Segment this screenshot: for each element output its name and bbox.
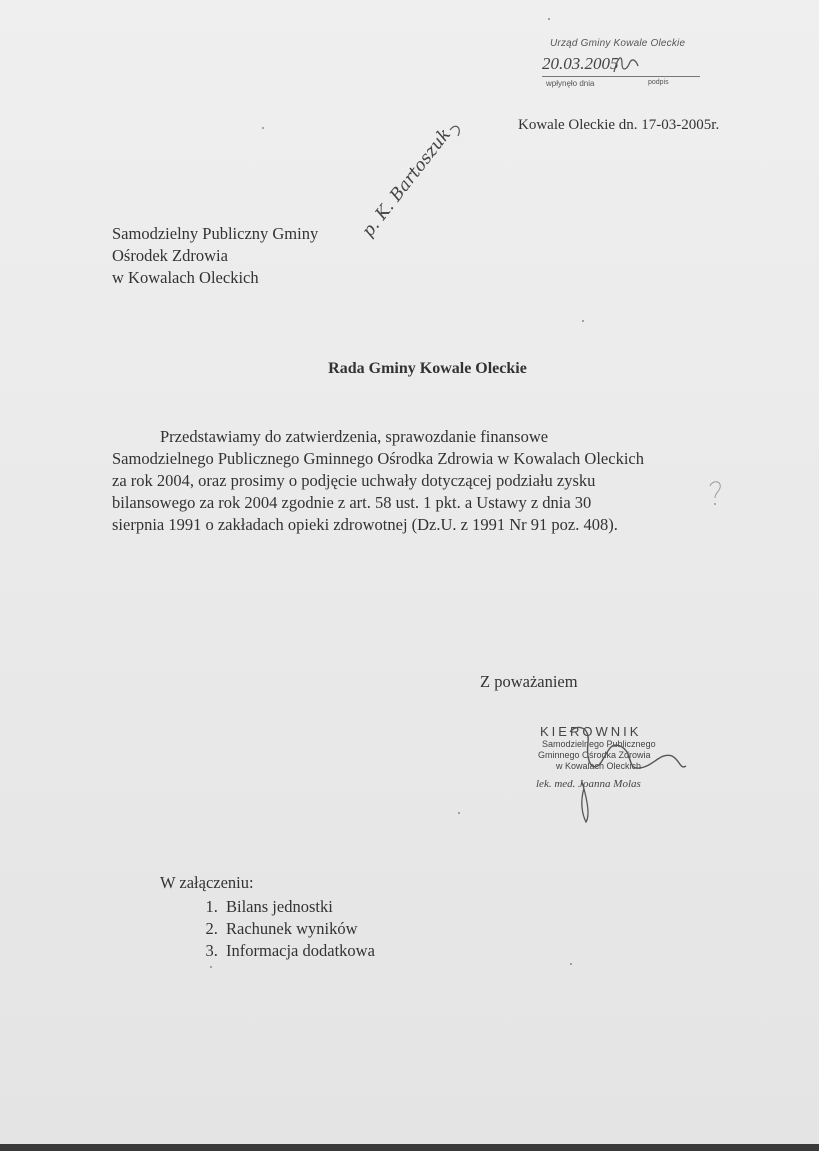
attachments-heading: W załączeniu: xyxy=(160,873,254,892)
sender-line: Ośrodek Zdrowia xyxy=(112,246,228,265)
signature-stamp-line: Samodzielnego Publicznego xyxy=(542,739,656,749)
paraph-icon xyxy=(610,52,644,76)
attachments-block xyxy=(160,872,375,962)
svg-text:p. K. Bartoszuk: p. K. Bartoszuk xyxy=(358,124,456,242)
scan-speck xyxy=(570,963,572,965)
pencil-mark-icon xyxy=(706,478,726,508)
attachment-item: 3. Informacja dodatkowa xyxy=(222,940,375,962)
sender-line: w Kowalach Oleckich xyxy=(112,268,259,287)
receipt-stamp xyxy=(520,36,720,96)
scan-speck xyxy=(582,320,584,322)
place-date: Kowale Oleckie dn. 17-03-2005r. xyxy=(518,117,720,133)
sender-block xyxy=(112,223,318,289)
receipt-stamp-line xyxy=(542,76,700,77)
signature-stamp-line: w Kowalach Oleckich xyxy=(556,761,642,771)
addressee-heading: Rada Gminy Kowale Oleckie xyxy=(328,360,527,377)
body-line: Przedstawiamy do zatwierdzenia, sprawozdanie finansowe xyxy=(160,427,549,446)
signature-stamp xyxy=(530,722,710,832)
receipt-stamp-office: Urząd Gminy Kowale Oleckie xyxy=(550,38,686,49)
sender-line: Samodzielny Publiczny Gminy xyxy=(112,224,319,243)
handwritten-note xyxy=(350,110,480,250)
attachment-item: 1. Bilans jednostki xyxy=(222,896,375,918)
body-line: bilansowego za rok 2004 zgodnie z art. 58 ust. 1 pkt. a Ustawy z dnia 30 xyxy=(112,493,592,512)
body-line: za rok 2004, oraz prosimy o podjęcie uchwały dotyczącej podziału zysku xyxy=(112,471,596,490)
signature-stamp-doctor: lek. med. Joanna Molas xyxy=(536,778,641,790)
receipt-stamp-signature-label: podpis xyxy=(648,79,669,86)
receipt-stamp-date: 20.03.2005 xyxy=(542,54,619,73)
closing-text: Z poważaniem xyxy=(480,672,578,691)
signature-scribble-icon xyxy=(530,722,710,832)
signature-stamp-line: Gminnego Ośrodka Zdrowia xyxy=(538,750,651,760)
letter-body xyxy=(112,426,752,536)
scan-speck xyxy=(210,966,212,968)
receipt-stamp-received-label: wpłynęło dnia xyxy=(546,79,595,88)
scan-speck xyxy=(262,127,264,129)
scan-speck xyxy=(548,18,550,20)
attachments-list xyxy=(160,896,375,962)
scan-bottom-edge xyxy=(0,1144,819,1151)
scan-speck xyxy=(458,812,460,814)
attachment-item: 2. Rachunek wyników xyxy=(222,918,375,940)
body-line: sierpnia 1991 o zakładach opieki zdrowotnej (Dz.U. z 1991 Nr 91 poz. 408). xyxy=(112,515,618,534)
body-line: Samodzielnego Publicznego Gminnego Ośrodka Zdrowia w Kowalach Oleckich xyxy=(112,449,644,468)
signature-stamp-title: KIEROWNIK xyxy=(540,724,642,739)
